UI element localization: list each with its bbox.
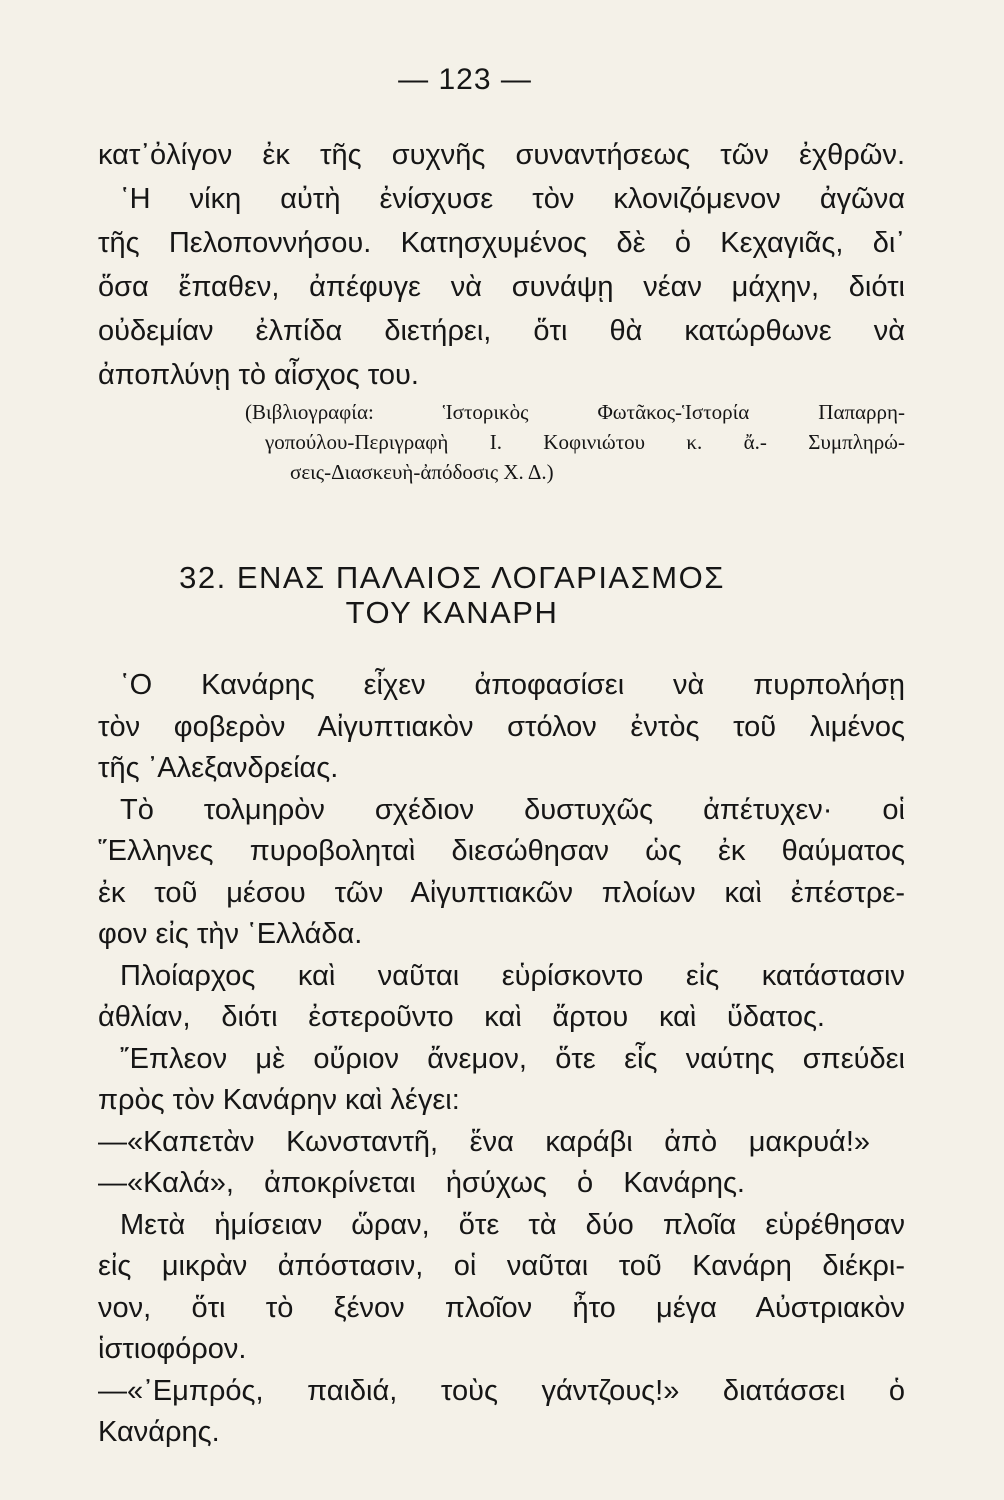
chapter-title-line: 32. ΕΝΑΣ ΠΑΛΑΙΟΣ ΛΟΓΑΡΙΑΣΜΟΣ: [179, 560, 725, 595]
text-line: Μετὰ ἡμίσειαν ὥραν, ὅτε τὰ δύο πλοῖα εὑρέθησαν: [120, 1208, 905, 1241]
text-line: Κανάρης.: [98, 1416, 220, 1448]
text-line: ὅσα ἔπαθεν, ἀπέφυγε νὰ συνάψῃ νέαν μάχην, διότι: [98, 271, 905, 303]
dialogue-line: —«Καπετὰν Κωνσταντῆ, ἕνα καράβι ἀπὸ μακρυά!»: [98, 1125, 870, 1158]
text-line: τὸν φοβερὸν Αἰγυπτιακὸν στόλον ἐντὸς τοῦ λιμένος: [98, 710, 905, 743]
text-line: οὐδεμίαν ἐλπίδα διετήρει, ὅτι θὰ κατώρθωνε νὰ: [98, 315, 905, 347]
text-line: ῎Επλεον μὲ οὔριον ἄνεμον, ὅτε εἷς ναύτης σπεύδει: [120, 1042, 905, 1075]
bibliography-line: γοπούλου-Περιγραφὴ Ι. Κοφινιώτου κ. ἄ.- Συμπληρώ-: [265, 430, 905, 454]
text-line: ἱστιοφόρον.: [98, 1333, 247, 1365]
text-line: ἐκ τοῦ μέσου τῶν Αἰγυπτιακῶν πλοίων καὶ ἐπέστρε-: [98, 876, 905, 909]
story-text: [98, 665, 905, 1454]
chapter-title: [100, 560, 804, 630]
text-line: ῞Ελληνες πυροβοληταὶ διεσώθησαν ὡς ἐκ θαύματος: [98, 835, 905, 867]
page-number: — 123 —: [398, 63, 532, 96]
text-line: πρὸς τὸν Κανάρην καὶ λέγει:: [98, 1084, 460, 1116]
text-line: Πλοίαρχος καὶ ναῦται εὑρίσκοντο εἰς κατάστασιν: [120, 959, 905, 992]
text-line: τῆς Πελοποννήσου. Κατησχυμένος δὲ ὁ Κεχαγιᾶς, δι᾿: [98, 227, 905, 259]
dialogue-line: —«Καλά», ἀποκρίνεται ἡσύχως ὁ Κανάρης.: [98, 1167, 745, 1199]
text-line: νον, ὅτι τὸ ξένον πλοῖον ἦτο μέγα Αὐστριακὸν: [98, 1291, 905, 1324]
text-line: ῾Ο Κανάρης εἶχεν ἀποφασίσει νὰ πυρπολήσῃ: [120, 669, 905, 701]
text-line: Τὸ τολμηρὸν σχέδιον δυστυχῶς ἀπέτυχεν· οἱ: [120, 793, 905, 826]
previous-section-text: [98, 133, 905, 397]
text-line: εἰς μικρὰν ἀπόστασιν, οἱ ναῦται τοῦ Κανάρη διέκρι-: [98, 1250, 905, 1282]
text-line: ἀποπλύνῃ τὸ αἶσχος του.: [98, 359, 419, 391]
bibliography-line: (Βιβλιογραφία: Ἱστορικὸς Φωτᾶκος-Ἱστορία Παπαρρη-: [245, 400, 905, 424]
chapter-title-line: ΤΟΥ ΚΑΝΑΡΗ: [345, 595, 559, 630]
bibliography-line: σεις-Διασκευὴ-ἀπόδοσις Χ. Δ.): [290, 460, 554, 484]
dialogue-line: —«᾿Εμπρός, παιδιά, τοὺς γάντζους!» διατάσσει ὁ: [98, 1374, 905, 1407]
text-line: κατ᾿ὀλίγον ἐκ τῆς συχνῆς συναντήσεως τῶν ἐχθρῶν.: [98, 139, 905, 171]
text-line: ἀθλίαν, διότι ἐστεροῦντο καὶ ἄρτου καὶ ὕδατος.: [98, 1001, 825, 1033]
text-line: ῾Η νίκη αὐτὴ ἐνίσχυσε τὸν κλονιζόμενον ἀγῶνα: [120, 183, 905, 215]
text-line: τῆς ᾿Αλεξανδρείας.: [98, 752, 339, 784]
bibliography-note: [245, 397, 905, 487]
text-line: φον εἰς τὴν ῾Ελλάδα.: [98, 918, 363, 950]
